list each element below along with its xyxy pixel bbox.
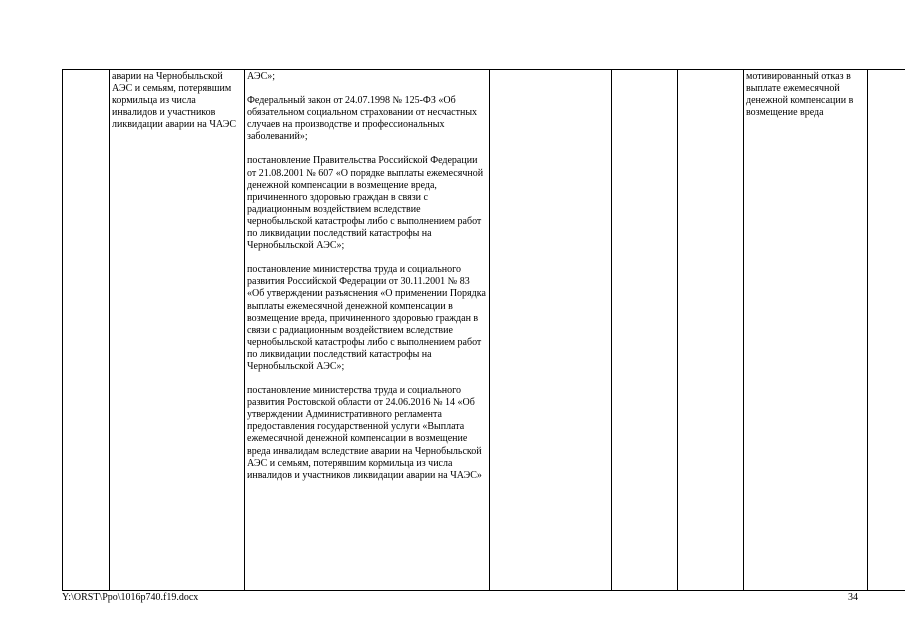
legal-basis-paragraph: Федеральный закон от 24.07.1998 № 125-ФЗ «Об обязательном социальном страховании от несчастных случаев на производстве и профессиональных заболеваний»;: [247, 95, 478, 143]
cell-number: [63, 70, 110, 591]
cell-empty-4: [490, 70, 612, 591]
cell-empty-6: [678, 70, 744, 591]
footer-file-path: Y:\ORST\Ppo\1016p740.f19.docx: [62, 592, 199, 603]
legal-basis-paragraph: постановление министерства труда и социального развития Ростовской области от 24.06.2016 № 14 «Об утверждении Административного регламента предоставления государственной услуги «Выплата ежемесячной денежной компенсации в возмещение вреда инвалидам вследствие аварии на Чернобыльской АЭС и семьям, потерявшим кормильца из числа инвалидов и участников ликвидации аварии на ЧАЭС»: [247, 385, 482, 481]
table-row: [63, 70, 905, 591]
cell-empty-8: [868, 70, 905, 591]
cell-empty-5: [612, 70, 678, 591]
cell-legal-basis: [245, 70, 490, 591]
document-table: [62, 69, 905, 591]
cell-recipient-category: аварии на Чернобыльской АЭС и семьям, потерявшим кормильца из числа инвалидов и участников ликвидации аварии на ЧАЭС: [110, 70, 245, 591]
legal-basis-paragraph: постановление Правительства Российской Федерации от 21.08.2001 № 607 «О порядке выплаты ежемесячной денежной компенсации в возмещение вреда, причиненного здоровью граждан в связи с радиационным воздействием вследствие чернобыльской катастрофы либо с выполнением работ по ликвидации последствий катастрофы на Чернобыльской АЭС»;: [247, 155, 484, 252]
legal-basis-paragraph: постановление министерства труда и социального развития Российской Федерации от 30.11.2001 № 83 «Об утверждении разъяснения «О применении Порядка выплаты ежемесячной денежной компенсации в возмещение вреда, причиненного здоровью граждан в связи с радиационным воздействием вследствие чернобыльской катастрофы либо с выполнением работ по ликвидации последствий катастрофы на Чернобыльской АЭС»;: [247, 264, 486, 372]
cell-result: мотивированный отказ в выплате ежемесячной денежной компенсации в возмещение вреда: [744, 70, 868, 591]
legal-basis-paragraph: АЭС»;: [247, 71, 276, 82]
footer-page-number: 34: [848, 592, 858, 603]
